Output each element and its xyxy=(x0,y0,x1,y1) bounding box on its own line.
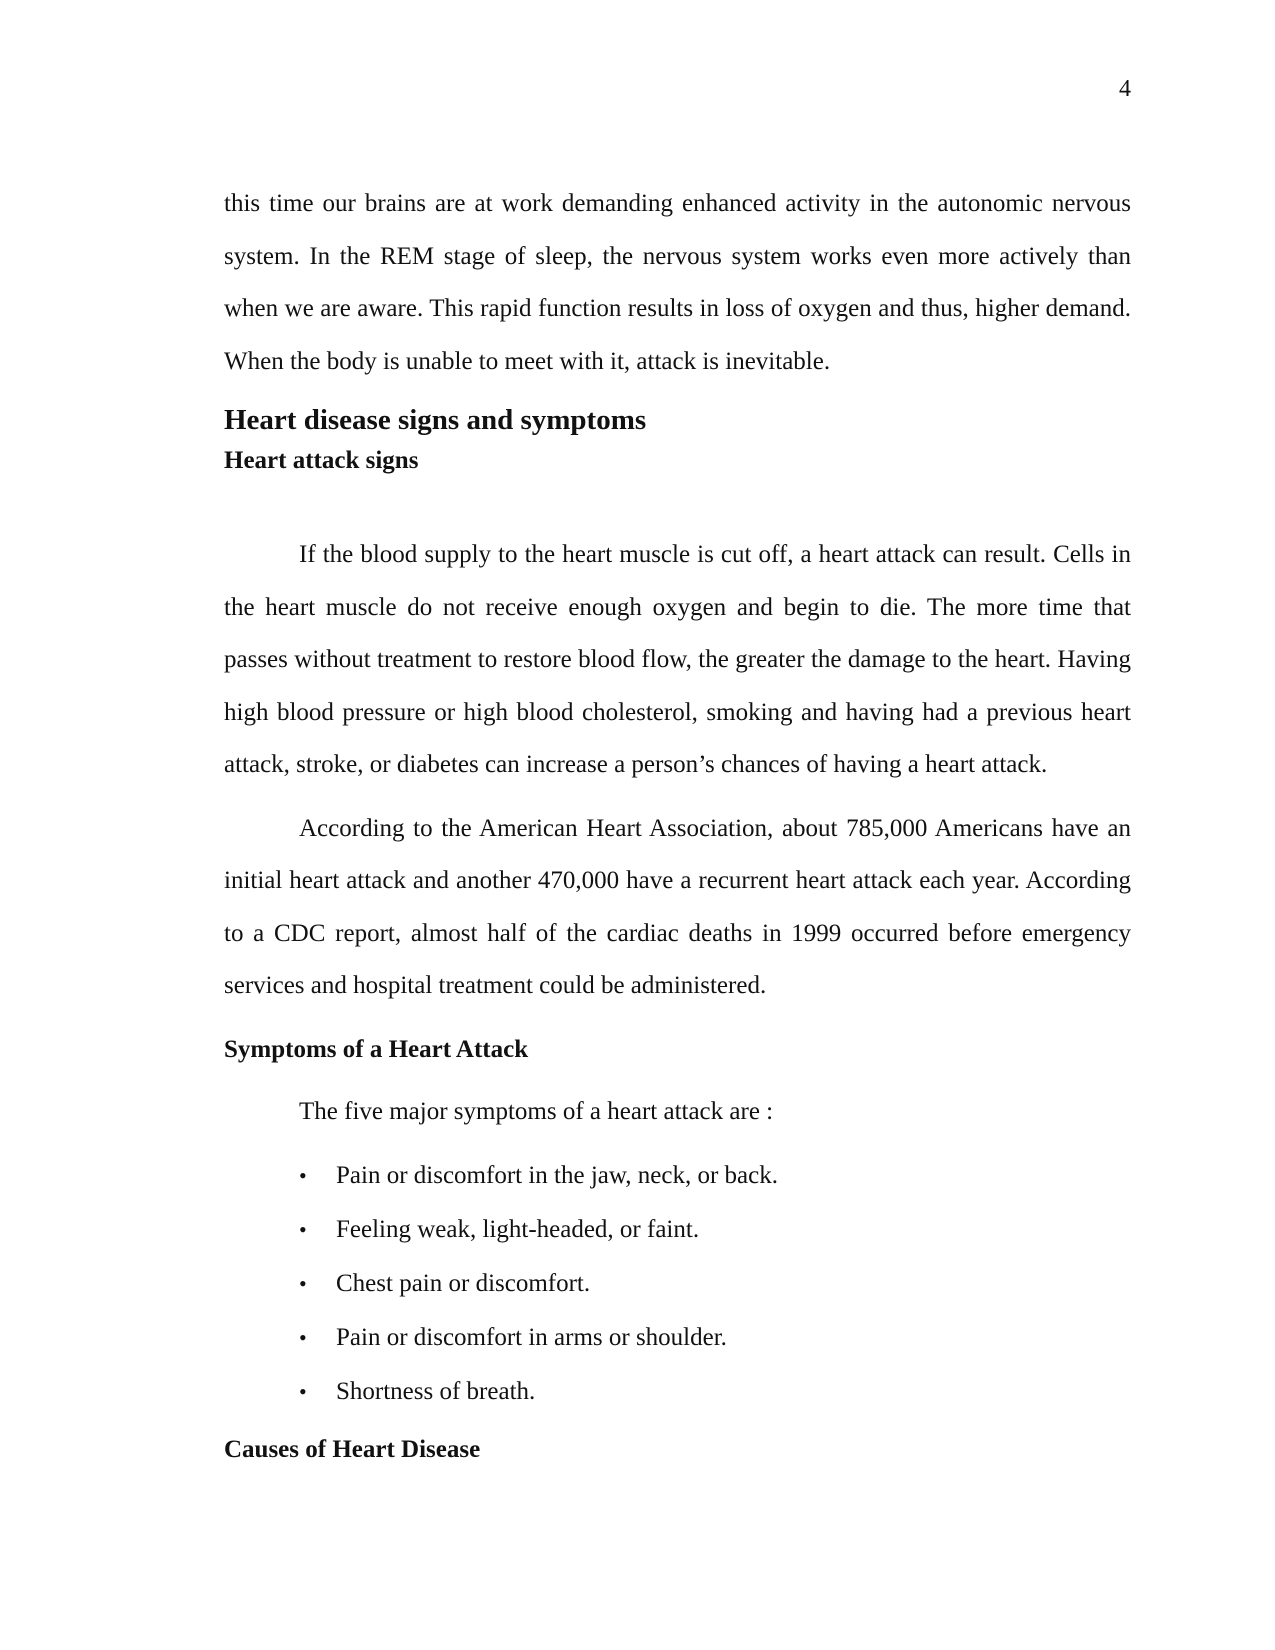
list-item xyxy=(224,1321,1131,1375)
paragraph-american-heart-association: According to the American Heart Association, about 785,000 Americans have an initial heart attack and another 470,000 have a recurrent heart attack each year. According to a CDC report, almost half of the cardiac deaths in 1999 occurred before emergency services and hospital treatment could be administered. xyxy=(224,814,1131,999)
bullet-icon: • xyxy=(299,1270,307,1296)
page-number: 4 xyxy=(1119,76,1131,102)
bullet-icon: • xyxy=(299,1378,307,1404)
list-item xyxy=(224,1159,1131,1213)
list-item-text: Feeling weak, light-headed, or faint. xyxy=(336,1215,700,1243)
list-item xyxy=(224,1375,1131,1429)
subheading-heart-attack-signs: Heart attack signs xyxy=(224,447,419,474)
list-item-text: Pain or discomfort in the jaw, neck, or back. xyxy=(336,1161,779,1189)
continuation-paragraph: this time our brains are at work demanding enhanced activity in the autonomic nervous system. In the REM stage of sleep, the nervous system works even more actively than when we are aware. This rapid function results in loss of oxygen and thus, higher demand. When the body is unable to meet with it, attack is inevitable. xyxy=(224,190,1131,375)
page-body xyxy=(224,178,1131,1467)
bullet-icon: • xyxy=(299,1324,307,1350)
list-item xyxy=(224,1267,1131,1321)
list-item-text: Chest pain or discomfort. xyxy=(336,1269,591,1297)
subheading-symptoms: Symptoms of a Heart Attack xyxy=(224,1035,529,1063)
subheading-causes: Causes of Heart Disease xyxy=(224,1435,481,1463)
symptoms-intro: The five major symptoms of a heart attack are : xyxy=(299,1097,774,1125)
symptoms-list xyxy=(224,1159,1131,1429)
bullet-icon: • xyxy=(299,1162,307,1188)
list-item xyxy=(224,1213,1131,1267)
section-heading: Heart disease signs and symptoms xyxy=(224,404,647,436)
list-item-text: Pain or discomfort in arms or shoulder. xyxy=(336,1323,727,1351)
list-item-text: Shortness of breath. xyxy=(336,1377,536,1405)
paragraph-blood-supply: If the blood supply to the heart muscle is cut off, a heart attack can result. Cells in the heart muscle do not receive enough oxygen and begin to die. The more time that passes without treatment to restore blood flow, the greater the damage to the heart. Having high blood pressure or high blood cholesterol, smoking and having had a previous heart attack, stroke, or diabetes can increase a person’s chances of having a heart attack. xyxy=(224,541,1131,778)
bullet-icon: • xyxy=(299,1216,307,1242)
